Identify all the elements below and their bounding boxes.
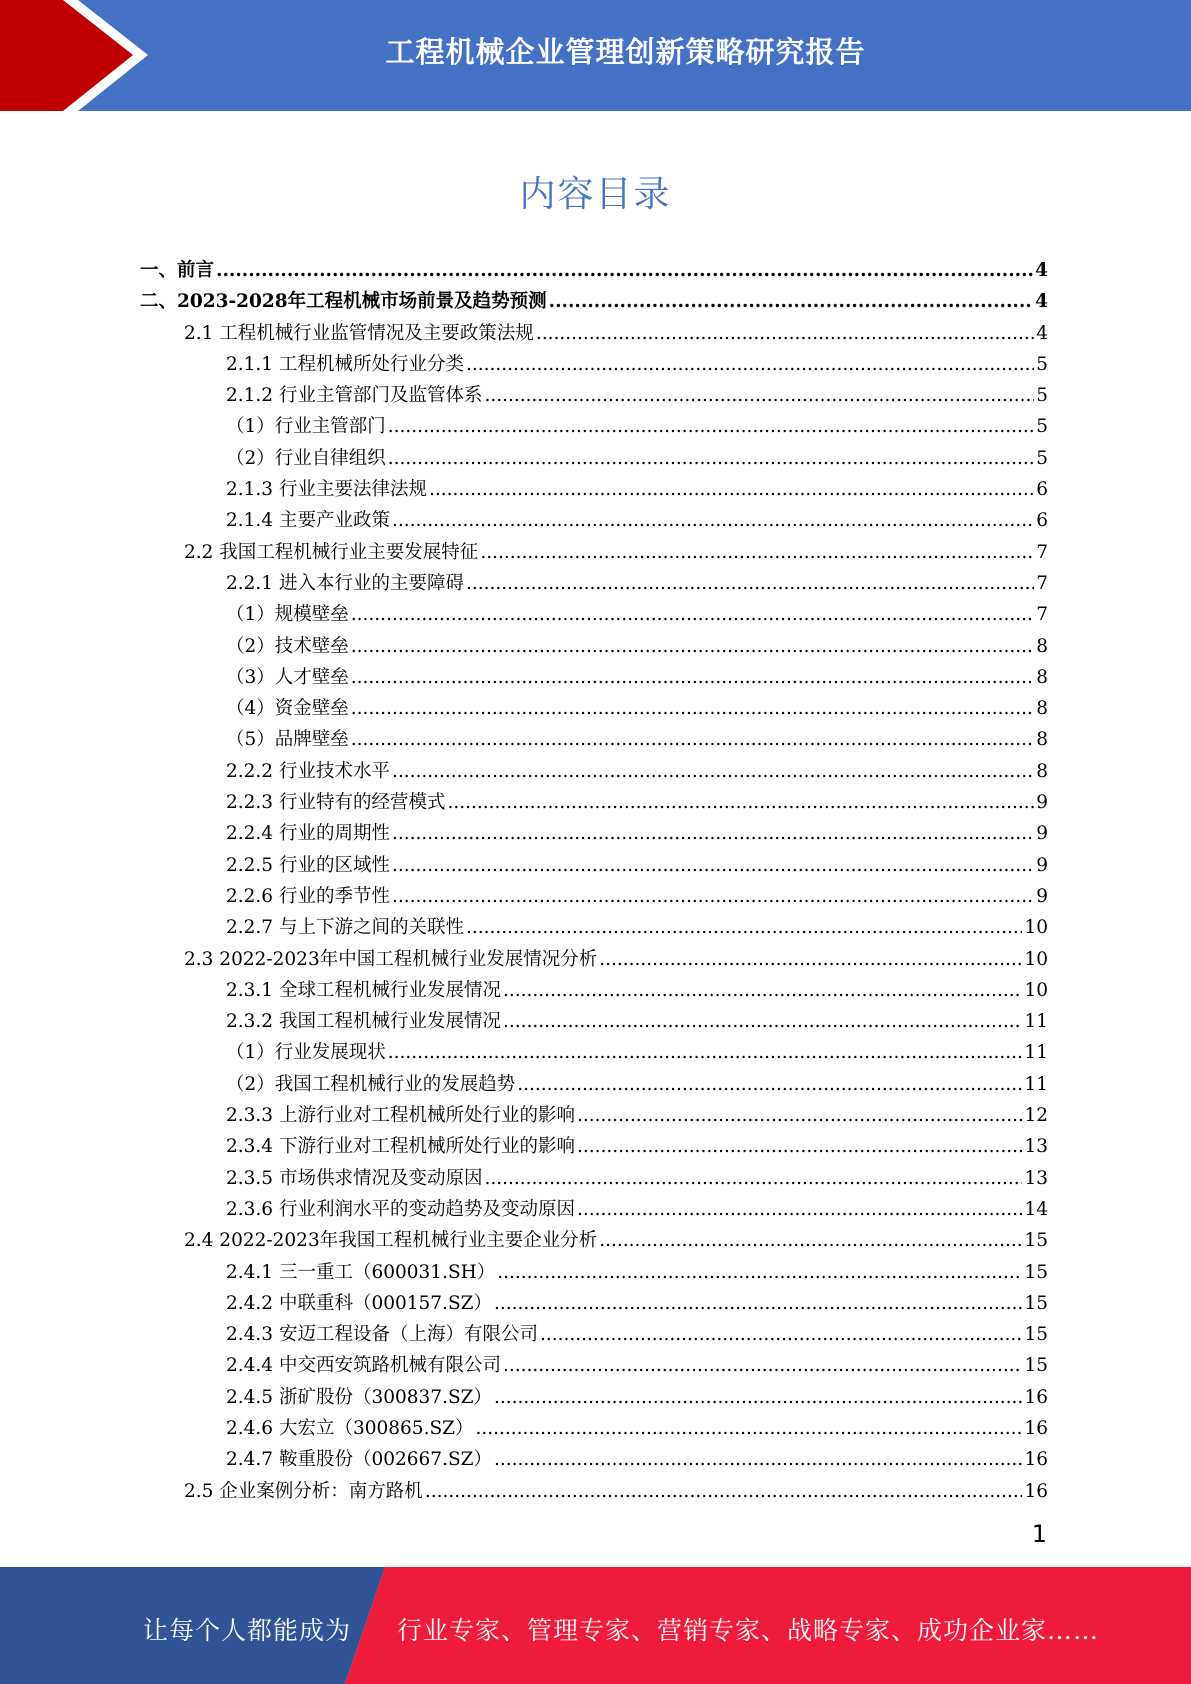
toc-entry-page: 5 — [1036, 353, 1048, 375]
page-header — [0, 0, 1191, 111]
toc-entry-label: 2.4.5 浙矿股份（300837.SZ） — [226, 1386, 492, 1408]
toc-entry-label: 2.4.3 安迈工程设备（上海）有限公司 — [226, 1324, 538, 1346]
toc-entry[interactable] — [140, 818, 1048, 849]
toc-entry-label: （2）我国工程机械行业的发展趋势 — [226, 1073, 516, 1095]
toc-entry-page: 15 — [1024, 1292, 1048, 1314]
toc-entry-label: 2.4.7 鞍重股份（002667.SZ） — [226, 1449, 492, 1471]
toc-entry-page: 4 — [1036, 322, 1048, 344]
toc-entry-page: 4 — [1035, 260, 1048, 281]
toc-entry-page: 6 — [1036, 479, 1048, 501]
footer-slogan-right: 行业专家、管理专家、营销专家、战略专家、成功企业家…… — [397, 1616, 1100, 1645]
toc-entry-label: （4）资金壁垒 — [226, 698, 349, 720]
table-of-contents — [140, 255, 1048, 1507]
toc-entry[interactable] — [140, 881, 1048, 912]
toc-entry-page: 13 — [1024, 1167, 1048, 1189]
toc-leader-dots — [494, 1288, 1022, 1319]
toc-leader-dots — [466, 912, 1022, 943]
toc-entry[interactable] — [140, 474, 1048, 505]
toc-entry[interactable] — [140, 724, 1048, 755]
toc-entry-page: 13 — [1024, 1136, 1048, 1158]
toc-entry-page: 16 — [1024, 1480, 1048, 1502]
toc-entry-page: 8 — [1036, 635, 1048, 657]
toc-leader-dots — [536, 318, 1034, 349]
toc-entry-page: 4 — [1035, 291, 1048, 313]
toc-leader-dots — [429, 474, 1034, 505]
toc-entry-label: （1）规模壁垒 — [226, 604, 349, 626]
toc-entry[interactable] — [140, 850, 1048, 881]
toc-entry[interactable] — [140, 1413, 1048, 1444]
toc-leader-dots — [447, 787, 1034, 818]
toc-leader-dots — [351, 599, 1034, 630]
toc-entry[interactable] — [140, 1163, 1048, 1194]
toc-leader-dots — [484, 1163, 1022, 1194]
toc-entry[interactable] — [140, 349, 1048, 380]
toc-entry-page: 9 — [1036, 885, 1048, 907]
toc-leader-dots — [351, 724, 1034, 755]
toc-entry-label: （1）行业发展现状 — [226, 1042, 386, 1064]
toc-entry-label: 2.3.2 我国工程机械行业发展情况 — [226, 1011, 501, 1033]
toc-entry[interactable] — [140, 1100, 1048, 1131]
toc-entry-label: 2.4.4 中交西安筑路机械有限公司 — [226, 1355, 501, 1377]
toc-entry[interactable] — [140, 255, 1048, 286]
toc-entry-label: 2.2.1 进入本行业的主要障碍 — [226, 572, 464, 594]
toc-leader-dots — [392, 850, 1034, 881]
toc-leader-dots — [351, 631, 1034, 662]
toc-entry-label: 一、前言 — [140, 260, 215, 281]
toc-leader-dots — [503, 975, 1022, 1006]
toc-leader-dots — [216, 255, 1033, 286]
toc-entry-page: 5 — [1036, 385, 1048, 407]
toc-entry[interactable] — [140, 912, 1048, 943]
toc-entry-page: 5 — [1036, 447, 1048, 469]
toc-entry[interactable] — [140, 631, 1048, 662]
toc-entry[interactable] — [140, 599, 1048, 630]
toc-entry-label: 2.3.3 上游行业对工程机械所处行业的影响 — [226, 1105, 575, 1127]
toc-entry-page: 16 — [1024, 1386, 1048, 1408]
toc-entry-page: 11 — [1024, 1042, 1048, 1064]
toc-entry[interactable] — [140, 1288, 1048, 1319]
toc-entry[interactable] — [140, 1131, 1048, 1162]
toc-entry-label: 2.2.6 行业的季节性 — [226, 885, 390, 907]
toc-entry-label: 2.2.5 行业的区域性 — [226, 854, 390, 876]
toc-entry-page: 15 — [1024, 1324, 1048, 1346]
toc-leader-dots — [480, 537, 1034, 568]
toc-entry-page: 9 — [1036, 792, 1048, 814]
toc-entry-label: 2.2.4 行业的周期性 — [226, 823, 390, 845]
toc-entry-page: 10 — [1024, 979, 1048, 1001]
toc-entry-label: （5）品牌壁垒 — [226, 729, 349, 751]
toc-entry[interactable] — [140, 693, 1048, 724]
toc-leader-dots — [392, 818, 1034, 849]
toc-entry-page: 10 — [1024, 917, 1048, 939]
toc-entry-label: 2.2.3 行业特有的经营模式 — [226, 792, 446, 814]
toc-entry-label: （2）行业自律组织 — [226, 447, 386, 469]
toc-entry-page: 9 — [1036, 823, 1048, 845]
toc-entry[interactable] — [140, 756, 1048, 787]
toc-entry[interactable] — [140, 1382, 1048, 1413]
toc-leader-dots — [599, 1225, 1022, 1256]
toc-entry-page: 16 — [1024, 1449, 1048, 1471]
toc-entry-page: 8 — [1036, 760, 1048, 782]
toc-leader-dots — [494, 1382, 1022, 1413]
toc-entry[interactable] — [140, 443, 1048, 474]
toc-entry-page: 15 — [1024, 1230, 1048, 1252]
toc-entry-label: （1）行业主管部门 — [226, 416, 386, 438]
toc-entry-page: 9 — [1036, 854, 1048, 876]
toc-entry[interactable] — [140, 1319, 1048, 1350]
toc-leader-dots — [577, 1100, 1022, 1131]
toc-entry[interactable] — [140, 568, 1048, 599]
footer-slogan-left: 让每个人都能成为 — [143, 1616, 352, 1645]
toc-entry-page: 8 — [1036, 666, 1048, 688]
toc-entry-label: 2.5 企业案例分析：南方路机 — [184, 1480, 423, 1502]
toc-entry-label: 2.4 2022-2023年我国工程机械行业主要企业分析 — [184, 1230, 598, 1252]
toc-entry[interactable] — [140, 787, 1048, 818]
toc-entry[interactable] — [140, 975, 1048, 1006]
toc-entry-page: 11 — [1024, 1073, 1048, 1095]
toc-entry-page: 5 — [1036, 416, 1048, 438]
report-title: 工程机械企业管理创新策略研究报告 — [385, 35, 866, 69]
toc-entry[interactable] — [140, 1225, 1048, 1256]
toc-entry[interactable] — [140, 1350, 1048, 1381]
toc-entry-label: 2.4.6 大宏立（300865.SZ） — [226, 1417, 474, 1439]
toc-leader-dots — [503, 1006, 1022, 1037]
toc-leader-dots — [392, 505, 1034, 536]
toc-entry-page: 8 — [1036, 698, 1048, 720]
toc-leader-dots — [392, 756, 1034, 787]
toc-entry-page: 7 — [1036, 604, 1048, 626]
toc-entry-page: 14 — [1024, 1198, 1048, 1220]
toc-entry-page: 12 — [1024, 1105, 1048, 1127]
toc-entry-page: 15 — [1024, 1261, 1048, 1283]
toc-leader-dots — [388, 1037, 1023, 1068]
toc-entry-label: 2.1.4 主要产业政策 — [226, 510, 390, 532]
toc-entry-label: 2.3.5 市场供求情况及变动原因 — [226, 1167, 483, 1189]
toc-entry-label: 二、2023-2028年工程机械市场前景及趋势预测 — [140, 291, 547, 313]
page-number: 1 — [1031, 1520, 1047, 1548]
toc-leader-dots — [388, 411, 1034, 442]
toc-leader-dots — [466, 568, 1034, 599]
toc-entry-page: 7 — [1036, 541, 1048, 563]
toc-heading: 内容目录 — [519, 174, 672, 215]
toc-entry[interactable] — [140, 380, 1048, 411]
toc-entry[interactable] — [140, 286, 1048, 317]
toc-entry[interactable] — [140, 411, 1048, 442]
toc-leader-dots — [577, 1131, 1022, 1162]
toc-entry[interactable] — [140, 1006, 1048, 1037]
toc-entry-label: 2.3 2022-2023年中国工程机械行业发展情况分析 — [184, 948, 598, 970]
toc-leader-dots — [503, 1350, 1022, 1381]
toc-entry[interactable] — [140, 1037, 1048, 1068]
toc-entry-label: 2.2 我国工程机械行业主要发展特征 — [184, 541, 479, 563]
toc-entry[interactable] — [140, 505, 1048, 536]
toc-entry-page: 16 — [1024, 1417, 1048, 1439]
toc-entry[interactable] — [140, 1194, 1048, 1225]
toc-entry-label: （3）人才壁垒 — [226, 666, 349, 688]
toc-leader-dots — [484, 380, 1034, 411]
toc-entry-page: 15 — [1024, 1355, 1048, 1377]
toc-entry-label: 2.1 工程机械行业监管情况及主要政策法规 — [184, 322, 534, 344]
toc-entry-label: 2.2.7 与上下游之间的关联性 — [226, 917, 464, 939]
toc-leader-dots — [466, 349, 1034, 380]
toc-entry-label: 2.4.2 中联重科（000157.SZ） — [226, 1292, 492, 1314]
toc-entry[interactable] — [140, 1476, 1048, 1507]
toc-entry-page: 6 — [1036, 510, 1048, 532]
toc-entry-label: 2.1.3 行业主要法律法规 — [226, 479, 427, 501]
toc-leader-dots — [497, 1257, 1022, 1288]
toc-entry[interactable] — [140, 944, 1048, 975]
toc-leader-dots — [351, 693, 1034, 724]
toc-entry-page: 8 — [1036, 729, 1048, 751]
toc-entry[interactable] — [140, 537, 1048, 568]
toc-leader-dots — [540, 1319, 1022, 1350]
toc-entry-label: 2.4.1 三一重工（600031.SH） — [226, 1261, 496, 1283]
toc-entry-page: 10 — [1024, 948, 1048, 970]
toc-entry-label: 2.1.1 工程机械所处行业分类 — [226, 353, 464, 375]
toc-entry-label: 2.3.1 全球工程机械行业发展情况 — [226, 979, 501, 1001]
toc-entry[interactable] — [140, 1069, 1048, 1100]
toc-entry[interactable] — [140, 662, 1048, 693]
toc-entry[interactable] — [140, 1257, 1048, 1288]
toc-leader-dots — [392, 881, 1034, 912]
toc-entry-page: 11 — [1024, 1011, 1048, 1033]
toc-entry-page: 7 — [1036, 572, 1048, 594]
toc-leader-dots — [351, 662, 1034, 693]
toc-entry[interactable] — [140, 1444, 1048, 1475]
toc-leader-dots — [388, 443, 1034, 474]
toc-leader-dots — [475, 1413, 1022, 1444]
toc-entry-label: 2.2.2 行业技术水平 — [226, 760, 390, 782]
toc-entry-label: 2.1.2 行业主管部门及监管体系 — [226, 385, 483, 407]
toc-entry[interactable] — [140, 318, 1048, 349]
toc-leader-dots — [549, 286, 1033, 317]
toc-leader-dots — [599, 944, 1022, 975]
toc-leader-dots — [425, 1476, 1023, 1507]
toc-entry-label: （2）技术壁垒 — [226, 635, 349, 657]
toc-leader-dots — [577, 1194, 1022, 1225]
toc-entry-label: 2.3.6 行业利润水平的变动趋势及变动原因 — [226, 1198, 575, 1220]
toc-leader-dots — [517, 1069, 1022, 1100]
toc-entry-label: 2.3.4 下游行业对工程机械所处行业的影响 — [226, 1136, 575, 1158]
toc-leader-dots — [494, 1444, 1022, 1475]
page-footer — [0, 1567, 1191, 1684]
